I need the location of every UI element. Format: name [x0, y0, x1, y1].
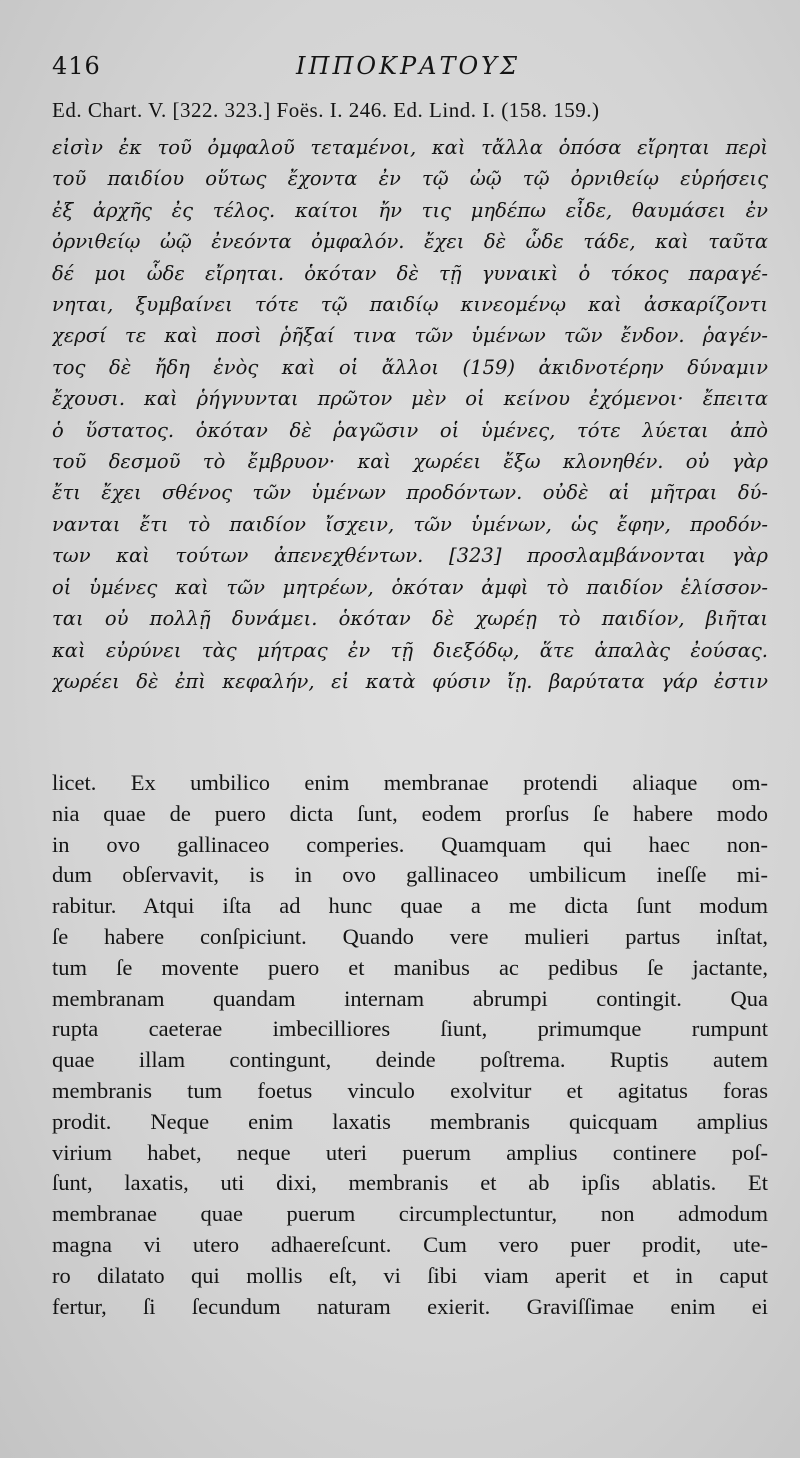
- latin-text-line: magna vi utero adhaereſcunt. Cum vero puer prodit, ute-: [52, 1231, 768, 1257]
- greek-text-line: δέ μοι ὧδε εἴρηται. ὁκόταν δὲ τῇ γυναικὶ ὁ τόκος παραγέ-: [52, 261, 768, 285]
- latin-text-line: quae illam contingunt, deinde poſtrema. Ruptis autem: [52, 1047, 768, 1073]
- greek-text-block: [52, 132, 768, 697]
- latin-text-block: [52, 768, 768, 1322]
- latin-text-line: membranam quandam internam abrumpi contingit. Qua: [52, 985, 768, 1011]
- latin-text-line: ro dilatato qui mollis eſt, vi ſibi viam aperit et in caput: [52, 1262, 768, 1288]
- greek-text-line: τος δὲ ἤδη ἑνὸς καὶ οἱ ἄλλοι (159) ἀκιδνοτέρην δύναμιν: [52, 355, 768, 379]
- greek-text-line: των καὶ τούτων ἀπενεχθέντων. [323] προσλαμβάνονται γὰρ: [52, 544, 768, 568]
- page-number: 416: [52, 52, 101, 80]
- latin-text-line: licet. Ex umbilico enim membranae protendi aliaque om-: [52, 770, 768, 795]
- latin-text-line: dum obſervavit, is in ovo gallinaceo umbilicum ineſſe mi-: [52, 862, 768, 888]
- latin-text-line: fertur, ſi ſecundum naturam exierit. Graviſſimae enim ei: [52, 1293, 768, 1319]
- latin-text-line: rabitur. Atqui iſta ad hunc quae a me dicta ſunt modum: [52, 893, 768, 919]
- greek-text-line: χωρέει δὲ ἐπὶ κεφαλήν, εἰ κατὰ φύσιν ἴῃ. βαρύτατα γάρ ἐστιν: [52, 669, 768, 693]
- greek-text-line: ἔχουσι. καὶ ῥήγνυνται πρῶτον μὲν οἱ κείνου ἐχόμενοι· ἔπειτα: [52, 387, 768, 411]
- edition-reference: Ed. Chart. V. [322. 323.] Foës. I. 246. Ed. Lind. I. (158. 159.): [52, 98, 600, 122]
- latin-text-line: ſe habere conſpiciunt. Quando vere mulieri partus inſtat,: [52, 923, 768, 949]
- greek-text-line: χερσί τε καὶ ποσὶ ῥῆξαί τινα τῶν ὑμένων τῶν ἔνδον. ῥαγέν-: [52, 324, 768, 348]
- running-title: ΙΠΠΟΚΡΑΤΟΥΣ: [296, 52, 520, 80]
- greek-text-line: ὀρνιθείῳ ὠῷ ἐνεόντα ὀμφαλόν. ἔχει δὲ ὧδε τάδε, καὶ ταῦτα: [52, 230, 768, 254]
- greek-text-line: τοῦ δεσμοῦ τὸ ἔμβρυον· καὶ χωρέει ἔξω κλονηθέν. οὐ γὰρ: [52, 450, 768, 474]
- greek-text-line: τοῦ παιδίου οὕτως ἔχοντα ἐν τῷ ὠῷ τῷ ὀρνιθείῳ εὑρήσεις: [52, 167, 768, 191]
- page-header: [52, 52, 764, 92]
- latin-text-line: nia quae de puero dicta ſunt, eodem prorſus ſe habere modo: [52, 800, 768, 826]
- latin-text-line: membranae quae puerum circumplectuntur, non admodum: [52, 1201, 768, 1227]
- latin-text-line: virium habet, neque uteri puerum amplius continere poſ-: [52, 1139, 768, 1165]
- greek-text-line: ὁ ὕστατος. ὁκόταν δὲ ῥαγῶσιν οἱ ὑμένες, τότε λύεται ἀπὸ: [52, 418, 768, 442]
- latin-text-line: ſunt, laxatis, uti dixi, membranis et ab ipſis ablatis. Et: [52, 1170, 768, 1196]
- greek-text-line: ἐξ ἀρχῆς ἐς τέλος. καίτοι ἤν τις μηδέπω εἶδε, θαυμάσει ἐν: [52, 198, 768, 222]
- latin-text-line: in ovo gallinaceo comperies. Quamquam qui haec non-: [52, 831, 768, 857]
- latin-text-line: prodit. Neque enim laxatis membranis quicquam amplius: [52, 1108, 768, 1134]
- greek-text-line: καὶ εὐρύνει τὰς μήτρας ἐν τῇ διεξόδῳ, ἅτε ἁπαλὰς ἐούσας.: [52, 638, 768, 662]
- latin-text-line: tum ſe movente puero et manibus ac pedibus ſe jactante,: [52, 954, 768, 980]
- greek-text-line: οἱ ὑμένες καὶ τῶν μητρέων, ὁκόταν ἀμφὶ τὸ παιδίον ἑλίσσον-: [52, 575, 768, 599]
- greek-text-line: ται οὐ πολλῇ δυνάμει. ὁκόταν δὲ χωρέῃ τὸ παιδίον, βιῆται: [52, 607, 768, 631]
- greek-text-line: εἰσὶν ἐκ τοῦ ὀμφαλοῦ τεταμένοι, καὶ τἄλλα ὁπόσα εἴρηται περὶ: [52, 136, 768, 159]
- greek-text-line: νανται ἔτι τὸ παιδίον ἴσχειν, τῶν ὑμένων, ὡς ἔφην, προδόν-: [52, 512, 768, 536]
- latin-text-line: rupta caeterae imbecilliores ſiunt, primumque rumpunt: [52, 1016, 768, 1042]
- greek-text-line: νηται, ξυμβαίνει τότε τῷ παιδίῳ κινεομένῳ καὶ ἀσκαρίζοντι: [52, 293, 768, 317]
- greek-text-line: ἔτι ἔχει σθένος τῶν ὑμένων προδόντων. οὐδὲ αἱ μῆτραι δύ-: [52, 481, 768, 505]
- latin-text-line: membranis tum foetus vinculo exolvitur et agitatus foras: [52, 1077, 768, 1103]
